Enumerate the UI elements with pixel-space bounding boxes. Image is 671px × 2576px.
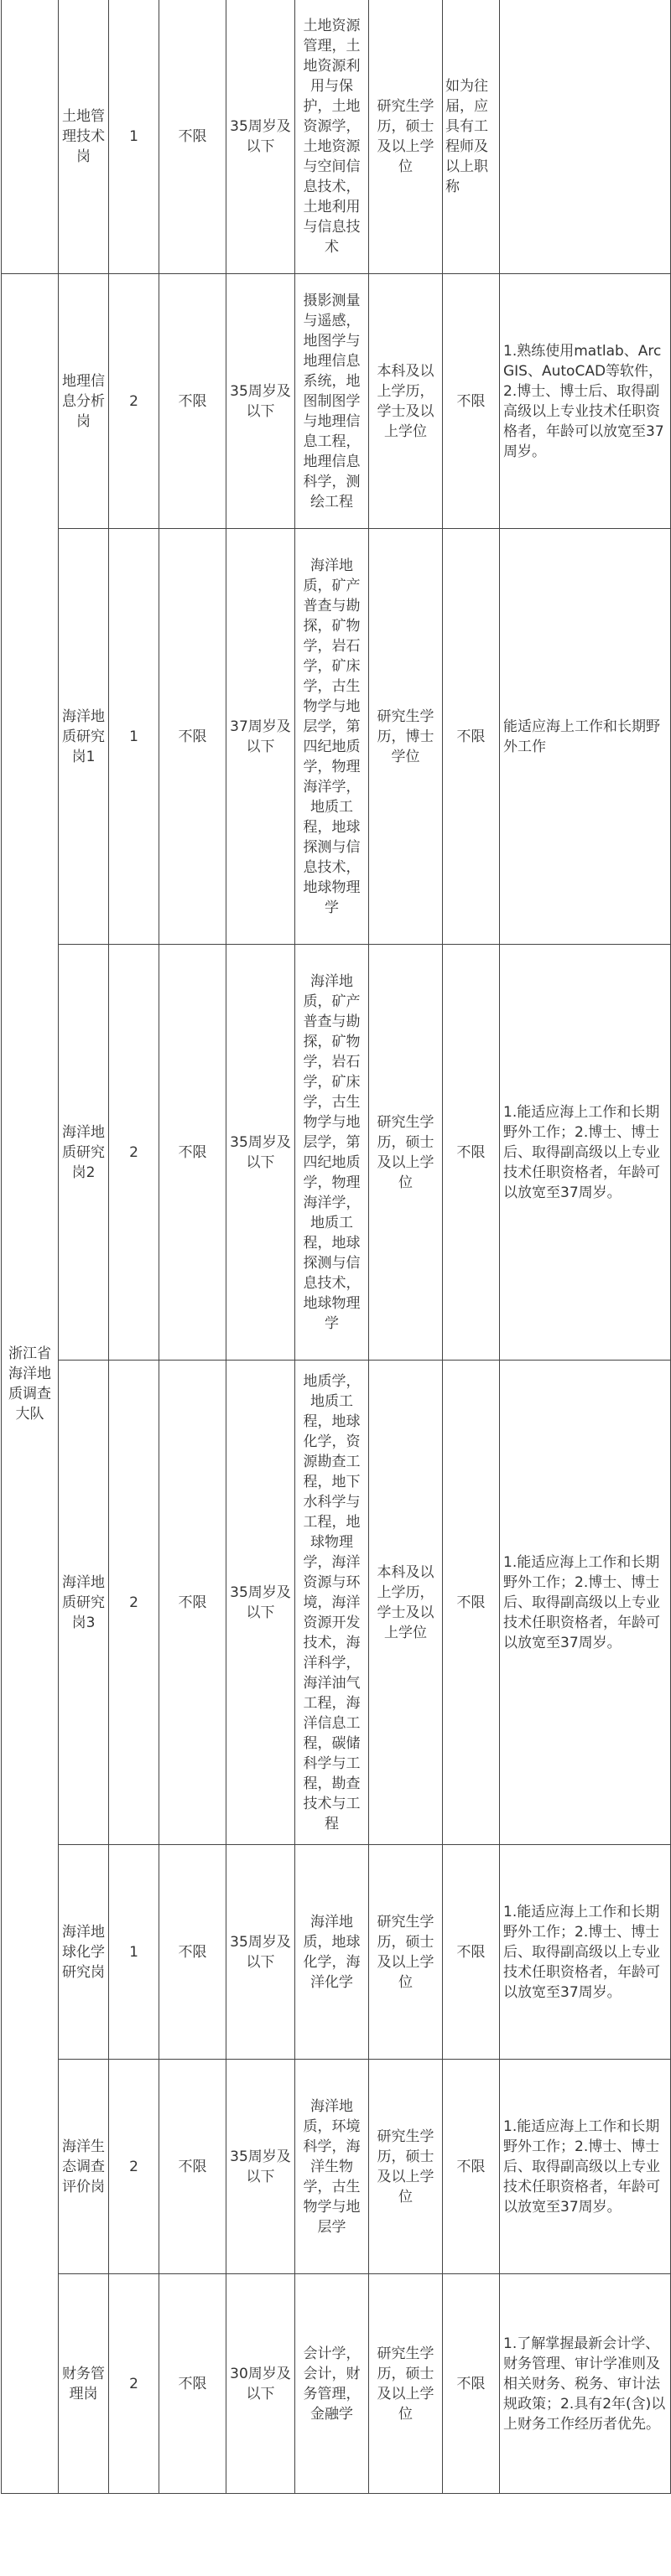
gender-cell: 不限 xyxy=(159,2274,226,2494)
major-cell: 海洋地质，矿产普查与勘探，矿物学，岩石学，矿床学，古生物学与地层学，第四纪地质学，物理海洋学，地质工程，地球探测与信息技术，地球物理学 xyxy=(295,945,369,1361)
table-row xyxy=(2,1845,671,2060)
other-requirements-cell: 1.能适应海上工作和长期野外工作；2.博士、博士后、取得副高级以上专业技术任职资格者，年龄可以放宽至37周岁。 xyxy=(500,1845,671,2060)
other-requirements-cell: 能适应海上工作和长期野外工作 xyxy=(500,529,671,945)
headcount-cell: 2 xyxy=(109,2274,159,2494)
age-cell: 35周岁及以下 xyxy=(226,2060,295,2274)
headcount-cell: 2 xyxy=(109,274,159,529)
post-name-cell: 海洋地质研究岗3 xyxy=(59,1361,109,1845)
unit-name: 浙江省海洋地质调查大队 xyxy=(8,1345,51,1423)
gender-cell: 不限 xyxy=(159,274,226,529)
unit-cell xyxy=(2,0,59,274)
gender-cell: 不限 xyxy=(159,1361,226,1845)
title-requirement-cell: 不限 xyxy=(443,2274,500,2494)
age-cell: 35周岁及以下 xyxy=(226,1845,295,2060)
major-cell: 海洋地质，地球化学，海洋化学 xyxy=(295,1845,369,2060)
education-cell: 本科及以上学历，学士及以上学位 xyxy=(369,274,443,529)
post-name-cell: 财务管理岗 xyxy=(59,2274,109,2494)
major-cell: 摄影测量与遥感，地图学与地理信息系统，地图制图学与地理信息工程，地理信息科学，测绘工程 xyxy=(295,274,369,529)
recruitment-table xyxy=(1,0,671,2494)
title-requirement-cell: 不限 xyxy=(443,1845,500,2060)
gender-cell: 不限 xyxy=(159,529,226,945)
title-requirement-cell: 不限 xyxy=(443,274,500,529)
table-row xyxy=(2,945,671,1361)
unit-cell xyxy=(2,274,59,2494)
other-requirements-cell xyxy=(500,0,671,274)
major-cell: 海洋地质，环境科学，海洋生物学，古生物学与地层学 xyxy=(295,2060,369,2274)
post-name-cell: 土地管理技术岗 xyxy=(59,0,109,274)
other-requirements-cell: 1.了解掌握最新会计学、财务管理、审计学准则及相关财务、税务、审计法规政策；2.具有2年(含)以上财务工作经历者优先。 xyxy=(500,2274,671,2494)
gender-cell: 不限 xyxy=(159,2060,226,2274)
gender-cell: 不限 xyxy=(159,0,226,274)
post-name-cell: 海洋地质研究岗1 xyxy=(59,529,109,945)
education-cell: 研究生学历，硕士及以上学位 xyxy=(369,945,443,1361)
age-cell: 35周岁及以下 xyxy=(226,1361,295,1845)
table-row xyxy=(2,529,671,945)
education-cell: 研究生学历，硕士及以上学位 xyxy=(369,2060,443,2274)
title-requirement-cell: 不限 xyxy=(443,945,500,1361)
table-row xyxy=(2,2060,671,2274)
headcount-cell: 2 xyxy=(109,1361,159,1845)
title-requirement-cell: 不限 xyxy=(443,2060,500,2274)
title-requirement-cell: 如为往届，应具有工程师及以上职称 xyxy=(443,0,500,274)
major-cell: 地质学，地质工程，地球化学，资源勘查工程，地下水科学与工程，地球物理学，海洋资源与环境，海洋资源开发技术，海洋科学，海洋油气工程，海洋信息工程，碳储科学与工程，勘查技术与工程 xyxy=(295,1361,369,1845)
headcount-cell: 2 xyxy=(109,945,159,1361)
age-cell: 35周岁及以下 xyxy=(226,945,295,1361)
major-cell: 土地资源管理，土地资源利用与保护，土地资源学，土地资源与空间信息技术，土地利用与信息技术 xyxy=(295,0,369,274)
other-requirements-cell: 1.能适应海上工作和长期野外工作；2.博士、博士后、取得副高级以上专业技术任职资格者，年龄可以放宽至37周岁。 xyxy=(500,1361,671,1845)
education-cell: 研究生学历，硕士及以上学位 xyxy=(369,1845,443,2060)
headcount-cell: 1 xyxy=(109,0,159,274)
other-requirements-cell: 1.能适应海上工作和长期野外工作；2.博士、博士后、取得副高级以上专业技术任职资格者，年龄可以放宽至37周岁。 xyxy=(500,945,671,1361)
age-cell: 30周岁及以下 xyxy=(226,2274,295,2494)
table-row xyxy=(2,1361,671,1845)
education-cell: 本科及以上学历，学士及以上学位 xyxy=(369,1361,443,1845)
title-requirement-cell: 不限 xyxy=(443,1361,500,1845)
education-cell: 研究生学历，硕士及以上学位 xyxy=(369,0,443,274)
table-row xyxy=(2,2274,671,2494)
post-name-cell: 海洋地质研究岗2 xyxy=(59,945,109,1361)
table-row xyxy=(2,0,671,274)
table-row xyxy=(2,274,671,529)
major-cell: 海洋地质，矿产普查与勘探，矿物学，岩石学，矿床学，古生物学与地层学，第四纪地质学，物理海洋学，地质工程，地球探测与信息技术，地球物理学 xyxy=(295,529,369,945)
other-requirements-cell: 1.能适应海上工作和长期野外工作；2.博士、博士后、取得副高级以上专业技术任职资格者，年龄可以放宽至37周岁。 xyxy=(500,2060,671,2274)
age-cell: 37周岁及以下 xyxy=(226,529,295,945)
title-requirement-cell: 不限 xyxy=(443,529,500,945)
headcount-cell: 1 xyxy=(109,1845,159,2060)
post-name-cell: 海洋地球化学研究岗 xyxy=(59,1845,109,2060)
age-cell: 35周岁及以下 xyxy=(226,0,295,274)
post-name-cell: 海洋生态调查评价岗 xyxy=(59,2060,109,2274)
major-cell: 会计学，会计，财务管理，金融学 xyxy=(295,2274,369,2494)
education-cell: 研究生学历，博士学位 xyxy=(369,529,443,945)
gender-cell: 不限 xyxy=(159,1845,226,2060)
headcount-cell: 1 xyxy=(109,529,159,945)
gender-cell: 不限 xyxy=(159,945,226,1361)
age-cell: 35周岁及以下 xyxy=(226,274,295,529)
post-name-cell: 地理信息分析岗 xyxy=(59,274,109,529)
education-cell: 研究生学历，硕士及以上学位 xyxy=(369,2274,443,2494)
other-requirements-cell: 1.熟练使用matlab、ArcGIS、AutoCAD等软件，2.博士、博士后、取得副高级以上专业技术任职资格者，年龄可以放宽至37周岁。 xyxy=(500,274,671,529)
headcount-cell: 2 xyxy=(109,2060,159,2274)
